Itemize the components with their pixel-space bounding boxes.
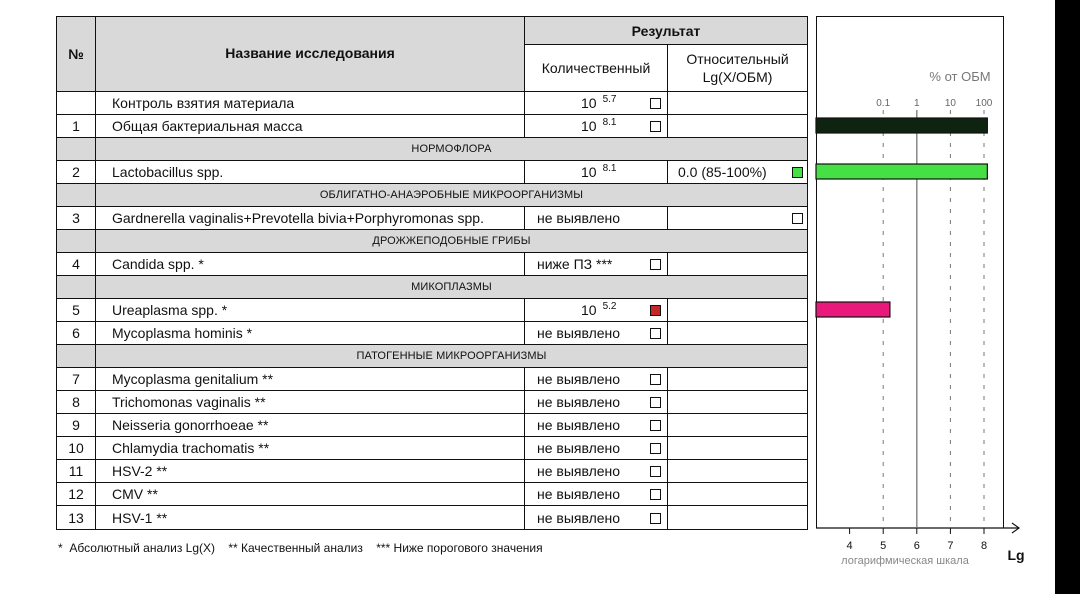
x-axis-label: логарифмическая шкала: [841, 555, 969, 567]
row-number: 12: [56, 482, 96, 506]
top-tick-label: 100: [975, 98, 993, 109]
quantitative-text: не выявлено: [537, 509, 621, 526]
quantity-base: 10: [581, 302, 597, 318]
quantity-exponent: 8.1: [602, 116, 617, 128]
row-number: 2: [56, 160, 96, 184]
header-relative-line1: Относительный: [686, 51, 789, 67]
quantitative-text: не выявлено: [537, 463, 621, 479]
header-name: Название исследования: [95, 16, 525, 92]
row-test-name: HSV-1 **: [95, 505, 525, 530]
header-relative-line2: Lg(X/ОБМ): [702, 69, 773, 85]
quantitative-text: не выявлено: [537, 210, 621, 226]
quantitative-text: не выявлено: [537, 325, 621, 341]
category-header: МИКОПЛАЗМЫ: [95, 275, 808, 299]
row-test-name: CMV **: [95, 482, 525, 506]
row-number: 9: [56, 413, 96, 437]
top-tick-label: 10: [944, 98, 956, 109]
quantitative-text: ниже ПЗ ***: [537, 256, 613, 272]
header-result: Результат: [524, 16, 808, 45]
quantity-base: 10: [581, 95, 597, 111]
x-axis-unit: Lg: [1007, 547, 1025, 563]
row-test-name: Trichomonas vaginalis **: [95, 390, 525, 414]
quantitative-text: не выявлено: [537, 371, 621, 387]
row-number: 1: [56, 114, 96, 138]
quantity-exponent: 5.2: [602, 300, 617, 312]
x-tick-label: 4: [846, 540, 853, 552]
row-test-name: Mycoplasma genitalium **: [95, 367, 525, 391]
quantity-exponent: 8.1: [602, 162, 617, 174]
top-tick-label: 0.1: [876, 98, 891, 109]
category-header: ДРОЖЖЕПОДОБНЫЕ ГРИБЫ: [95, 229, 808, 253]
category-header: НОРМОФЛОРА: [95, 137, 808, 161]
relative-value: 0.0 (85-100%): [678, 164, 767, 180]
row-number: 4: [56, 252, 96, 276]
chart-bar: [816, 302, 890, 317]
row-number: 10: [56, 436, 96, 460]
row-test-name: Контроль взятия материала: [95, 91, 525, 115]
quantitative-text: не выявлено: [537, 417, 621, 433]
row-test-name: HSV-2 **: [95, 459, 525, 483]
quantity-base: 10: [581, 118, 597, 134]
quantity-exponent: 5.7: [602, 93, 617, 105]
x-tick-label: 8: [980, 540, 988, 552]
row-number: 11: [56, 459, 96, 483]
row-test-name: Lactobacillus spp.: [95, 160, 525, 184]
row-number: 7: [56, 367, 96, 391]
row-number: 13: [56, 505, 96, 530]
x-tick-label: 5: [880, 540, 887, 552]
top-tick-label: 1: [914, 98, 920, 109]
quantitative-text: не выявлено: [537, 440, 621, 456]
chart-title: % от ОБМ: [929, 69, 991, 84]
row-test-name: Gardnerella vaginalis+Prevotella bivia+Porphyromonas spp.: [95, 206, 525, 230]
quantitative-text: не выявлено: [537, 486, 621, 502]
chart-bar: [816, 164, 987, 179]
row-number: 5: [56, 298, 96, 322]
row-number: 3: [56, 206, 96, 230]
chart-bar: [816, 118, 987, 133]
header-num: №: [56, 16, 96, 92]
screen-edge-bar: [1055, 0, 1080, 594]
row-number: 8: [56, 390, 96, 414]
x-tick-label: 6: [913, 540, 920, 552]
category-header: ПАТОГЕННЫЕ МИКРООРГАНИЗМЫ: [95, 344, 808, 368]
x-tick-label: 7: [947, 540, 954, 552]
row-test-name: Neisseria gonorrhoeae **: [95, 413, 525, 437]
category-header: ОБЛИГАТНО-АНАЭРОБНЫЕ МИКРООРГАНИЗМЫ: [95, 183, 808, 207]
row-test-name: Общая бактериальная масса: [95, 114, 525, 138]
row-test-name: Ureaplasma spp. *: [95, 298, 525, 322]
quantitative-text: не выявлено: [537, 394, 621, 410]
row-test-name: Chlamydia trachomatis **: [95, 436, 525, 460]
footnote-legend: * Абсолютный анализ Lg(X) ** Качественный анализ *** Ниже порогового значения: [58, 541, 543, 555]
quantity-base: 10: [581, 164, 597, 180]
row-test-name: Mycoplasma hominis *: [95, 321, 525, 345]
header-quantitative: Количественный: [524, 44, 668, 92]
row-test-name: Candida spp. *: [95, 252, 525, 276]
row-number: 6: [56, 321, 96, 345]
